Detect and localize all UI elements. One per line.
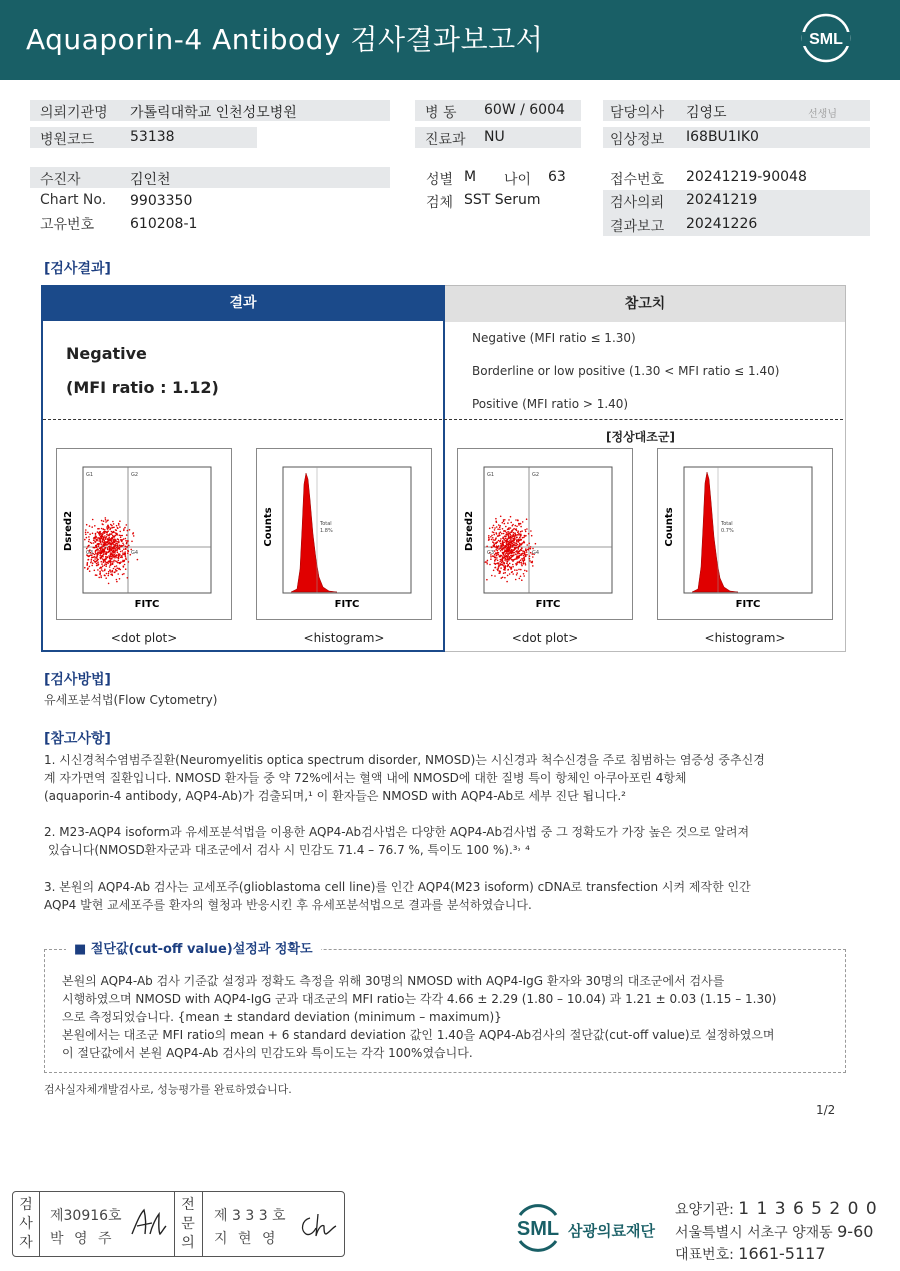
code-value: 53138 <box>130 129 175 145</box>
hospital-value: 가톨릭대학교 인천성모병원 <box>130 105 297 121</box>
control-dot-cluster <box>485 516 540 583</box>
svg-text:0.7%: 0.7% <box>721 528 734 534</box>
svg-text:FITC: FITC <box>735 599 761 610</box>
control-dot-caption: <dot plot> <box>511 631 579 645</box>
tester-label: 검 사 자 <box>19 1197 33 1251</box>
result-section-title: [검사결과] <box>44 261 111 277</box>
svg-text:G4: G4 <box>532 550 540 556</box>
patient-value: 김인천 <box>130 172 171 188</box>
ref-borderline: Borderline or low positive (1.30 < MFI ratio ≤ 1.40) <box>472 364 780 378</box>
dept-value: NU <box>484 129 505 145</box>
sign-divider-2 <box>174 1191 175 1257</box>
sex-label: 성별 <box>426 172 454 188</box>
org-address-row: 서울특별시 서초구 양재동 9-60 <box>675 1222 874 1241</box>
svg-text:Total: Total <box>721 521 733 527</box>
control-dot-plot <box>457 448 633 620</box>
cutoff-title: ■ 절단값(cut-off value)설정과 정확도 <box>66 938 321 957</box>
svg-text:G4: G4 <box>131 550 139 556</box>
svg-text:G2: G2 <box>532 472 540 478</box>
svg-text:FITC: FITC <box>134 599 160 610</box>
receipt-value: 20241219-90048 <box>686 169 807 185</box>
ward-label: 병 동 <box>425 105 457 121</box>
request-label: 검사의뢰 <box>610 195 665 211</box>
dept-label: 진료과 <box>425 132 466 148</box>
doctor-value: 김영도 <box>686 105 727 121</box>
patient-histogram <box>256 448 432 620</box>
method-section-title: [검사방법] <box>44 672 111 688</box>
cutoff-text: 본원의 AQP4-Ab 검사 기준값 설정과 정확도 측정을 위해 30명의 NMOSD with AQP4-IgG 환자와 30명의 대조군에서 검사를 시행하였으며 NMOSD with AQP4-IgG 군과 대조군의 MFI ratio는 각각 4.66 ± 2.29 (1.80 – 10.04) 과 1.21 ± 0.03 (1.15 – 1.30) 으로 측정되었습니다. {mean ± standard deviation (minimum – maximum)} 본원에서는 대조군 MFI ratio의 mean + 6 standard deviation 값인 1.40을 AQP4-Ab검사의 절단값(cut-off value)로 설정하였으며 이 절단값에서 본원 AQP4-Ab 검사의 민감도와 특이도는 각각 100%였습니다. <box>62 974 777 1060</box>
svg-text:SML: SML <box>516 1218 560 1240</box>
org-phone-row: 대표번호: 1661-5117 <box>675 1244 826 1263</box>
patient-dot-plot <box>56 448 232 620</box>
result-header: 결과 <box>41 285 445 321</box>
svg-text:1.8%: 1.8% <box>320 528 333 534</box>
patient-bar <box>30 167 390 188</box>
specimen-value: SST Serum <box>464 192 541 208</box>
patient-dot-caption: <dot plot> <box>110 631 178 645</box>
expert-label: 전 문 의 <box>181 1197 195 1251</box>
age-value: 63 <box>548 169 566 185</box>
expert-license: 제 3 3 3 호 <box>214 1208 286 1224</box>
svg-text:Counts: Counts <box>664 507 675 547</box>
ref-positive: Positive (MFI ratio > 1.40) <box>472 397 629 411</box>
notes-section-title: [참고사항] <box>44 731 111 747</box>
svg-text:Counts: Counts <box>263 507 274 547</box>
svg-text:FITC: FITC <box>334 599 360 610</box>
sml-logo-icon <box>800 12 852 64</box>
svg-text:FITC: FITC <box>535 599 561 610</box>
dashed-divider <box>43 419 843 420</box>
svg-text:G1: G1 <box>86 472 94 478</box>
svg-text:G3: G3 <box>86 550 94 556</box>
note-2: 2. M23-AQP4 isoform과 유세포분석법을 이용한 AQP4-Ab검사법은 다양한 AQP4-Ab검사법 중 그 정확도가 가장 높은 것으로 알려져 있습니다(NMOSD환자군과 대조군에서 검사 시 민감도 71.4 – 76.7 %, 특이도 100 %).³˒ ⁴ <box>44 825 750 857</box>
request-value: 20241219 <box>686 192 758 208</box>
chart-value: 9903350 <box>130 193 193 209</box>
sex-value: M <box>464 169 477 185</box>
clinical-label: 임상정보 <box>610 132 665 148</box>
note-3: 3. 본원의 AQP4-Ab 검사는 교세포주(glioblastoma cell line)를 인간 AQP4(M23 isoform) cDNA로 transfection 시켜 제작한 인간 AQP4 발현 교세포주를 환자의 혈청과 반응시킨 후 유세포분석법으로 결과를 분석하였습니다. <box>44 880 751 912</box>
chart-label: Chart No. <box>40 192 107 208</box>
sign-divider-3 <box>202 1191 203 1257</box>
svg-text:G1: G1 <box>487 472 495 478</box>
report-title: Aquaporin-4 Antibody 검사결과보고서 <box>26 23 544 56</box>
doctor-label: 담당의사 <box>610 105 665 121</box>
org-code-row: 요양기관: 1 1 3 6 5 2 0 0 <box>675 1199 878 1219</box>
report-value: 20241226 <box>686 216 758 232</box>
method-text: 유세포분석법(Flow Cytometry) <box>44 693 218 707</box>
sign-divider-1 <box>39 1191 40 1257</box>
ref-header: 참고치 <box>445 286 845 322</box>
specimen-label: 검체 <box>426 195 454 211</box>
control-histogram <box>657 448 833 620</box>
ref-negative: Negative (MFI ratio ≤ 1.30) <box>472 331 636 345</box>
patient-label: 수진자 <box>40 172 81 188</box>
code-label: 병원코드 <box>40 132 95 148</box>
svg-text:Dsred2: Dsred2 <box>63 510 74 552</box>
svg-text:SML: SML <box>809 31 843 48</box>
clinical-value: I68BU1IK0 <box>686 129 759 145</box>
svg-text:Total: Total <box>320 521 332 527</box>
hospital-label: 의뢰기관명 <box>40 105 108 121</box>
patient-hist-caption: <histogram> <box>303 631 385 645</box>
org-name: 삼광의료재단 <box>568 1222 655 1240</box>
result-ratio: (MFI ratio : 1.12) <box>66 378 219 397</box>
result-value: Negative <box>66 344 147 363</box>
uid-label: 고유번호 <box>40 217 95 233</box>
sml-footer-logo-icon <box>510 1203 566 1253</box>
control-hist-caption: <histogram> <box>704 631 786 645</box>
receipt-label: 접수번호 <box>610 172 665 188</box>
uid-value: 610208-1 <box>130 216 198 232</box>
doctor-suffix: 선생님 <box>808 109 837 120</box>
ward-value: 60W / 6004 <box>484 102 565 118</box>
expert-name: 지 현 영 <box>214 1231 279 1247</box>
expert-signature-icon <box>296 1210 340 1240</box>
svg-text:G3: G3 <box>487 550 495 556</box>
tester-name: 박 영 주 <box>50 1231 115 1247</box>
svg-text:Dsred2: Dsred2 <box>464 510 475 552</box>
age-label: 나이 <box>504 172 532 188</box>
report-label: 결과보고 <box>610 219 665 235</box>
tester-license: 제30916호 <box>50 1208 122 1224</box>
svg-text:G2: G2 <box>131 472 139 478</box>
footer-note: 검사실자체개발검사로, 성능평가를 완료하였습니다. <box>44 1083 292 1096</box>
page-number: 1/2 <box>816 1103 836 1117</box>
control-label: [정상대조군] <box>606 430 675 444</box>
tester-signature-icon <box>128 1206 168 1240</box>
note-1: 1. 시신경척수염범주질환(Neuromyelitis optica spectrum disorder, NMOSD)는 시신경과 척수신경을 주로 침범하는 염증성 중추신경 계 자가면역 질환입니다. NMOSD 환자들 중 약 72%에서는 혈액 내에 NMOSD에 대한 질병 특이 항체인 아쿠아포린 4항체 (aquaporin-4 antibody, AQP4-Ab)가 검출되며,¹ 이 환자들은 NMOSD with AQP4-Ab로 세부 진단 됩니다.² <box>44 753 765 803</box>
